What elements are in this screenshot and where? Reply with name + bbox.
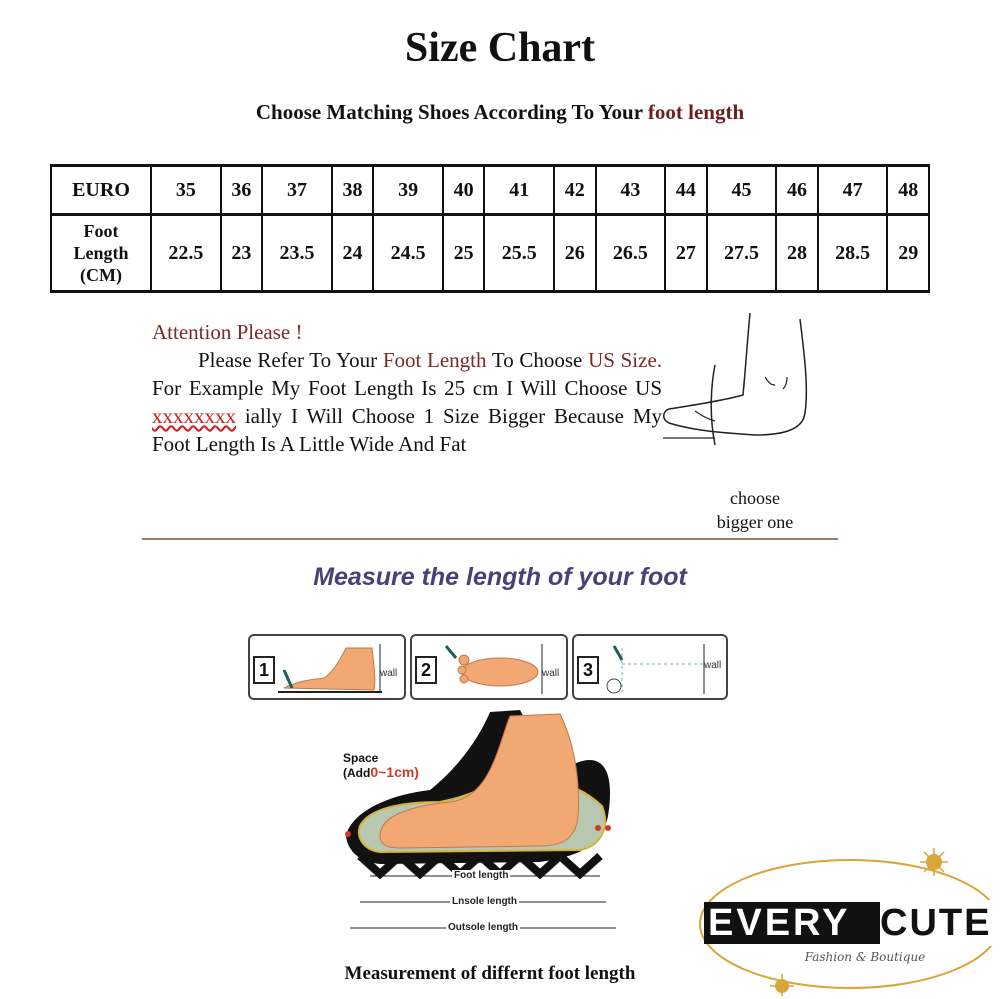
- foot-length: 23.5: [262, 215, 332, 292]
- page-title: Size Chart: [404, 25, 596, 71]
- step-number: 2: [415, 656, 437, 684]
- foot-length: 24: [332, 215, 373, 292]
- measure-step-3: [572, 634, 728, 700]
- space-label-text: Space: [343, 751, 379, 765]
- euro-size: 39: [373, 166, 443, 215]
- attention-heading: Attention Please !: [152, 320, 303, 344]
- subtitle: [0, 100, 1000, 125]
- foot-sketch-icon: [655, 305, 815, 455]
- size-table: [50, 164, 930, 293]
- euro-size: 41: [484, 166, 554, 215]
- foot-top-icon: [438, 642, 558, 696]
- note-text: ially I Will Choose 1 Size Bigger Because My Foot Length Is A Little Wide And Fat: [152, 404, 662, 456]
- euro-size: 37: [262, 166, 332, 215]
- foot-length: 25.5: [484, 215, 554, 292]
- foot-length-label: [51, 215, 151, 292]
- foot-side-icon: [276, 642, 396, 696]
- foot-length-dimension: Foot length: [454, 870, 509, 881]
- foot-length: 27.5: [707, 215, 777, 292]
- choose-line: choose: [730, 488, 780, 508]
- measure-step-2: [410, 634, 568, 700]
- space-range: 0~1cm): [370, 764, 419, 780]
- insole-length-dimension: Lnsole length: [452, 896, 517, 907]
- foot-length-label-line: (CM): [80, 265, 122, 285]
- euro-size: 35: [151, 166, 221, 215]
- wall-label: wall: [704, 660, 722, 671]
- euro-size: 46: [776, 166, 817, 215]
- note-text: For Example My Foot Length Is 25 cm I Will Choose US: [152, 376, 662, 400]
- euro-size: 48: [887, 166, 929, 215]
- measurement-caption: Measurement of differnt foot length: [344, 963, 636, 984]
- euro-size: 45: [707, 166, 777, 215]
- euro-size: 42: [554, 166, 595, 215]
- foot-length: 29: [887, 215, 929, 292]
- euro-label: EURO: [51, 166, 151, 215]
- wall-label: wall: [380, 668, 398, 679]
- euro-size: 38: [332, 166, 373, 215]
- euro-size: 47: [818, 166, 888, 215]
- foot-length: 26: [554, 215, 595, 292]
- measure-mark-icon: [600, 642, 720, 696]
- wall-label: wall: [542, 668, 560, 679]
- foot-length: 23: [221, 215, 262, 292]
- space-add: (Add: [343, 766, 371, 780]
- note-highlight: US Size.: [588, 348, 663, 372]
- subtitle-text: Choose Matching Shoes According To Your: [255, 100, 648, 124]
- space-label: [343, 751, 419, 780]
- step-number: 3: [577, 656, 599, 684]
- step-number: 1: [253, 656, 275, 684]
- foot-length-label-line: Length: [73, 243, 129, 263]
- euro-size: 40: [443, 166, 484, 215]
- euro-size: 36: [221, 166, 262, 215]
- note-redacted: xxxxxxxx: [152, 404, 236, 428]
- foot-length: 25: [443, 215, 484, 292]
- logo-word-every: EVERY: [708, 902, 851, 944]
- foot-length-label-line: Foot: [83, 221, 119, 241]
- size-note: [152, 346, 662, 458]
- logo-tagline: Fashion & Boutique: [804, 950, 926, 964]
- euro-row: [51, 166, 929, 215]
- choose-bigger-caption: [700, 486, 810, 534]
- note-highlight: Foot Length: [382, 348, 487, 372]
- note-text: To Choose: [486, 348, 589, 372]
- foot-in-shoe-icon: [340, 706, 640, 946]
- euro-size: 43: [596, 166, 666, 215]
- divider: [142, 538, 838, 540]
- foot-length: 22.5: [151, 215, 221, 292]
- foot-length: 24.5: [373, 215, 443, 292]
- foot-length-row: [51, 215, 929, 292]
- note-text: Please Refer To Your: [198, 348, 383, 372]
- euro-size: 44: [665, 166, 706, 215]
- foot-length: 27: [665, 215, 706, 292]
- outsole-length-dimension: Outsole length: [448, 922, 518, 933]
- foot-length: 28: [776, 215, 817, 292]
- measure-title: Measure the length of your foot: [313, 563, 687, 591]
- measure-step-1: [248, 634, 406, 700]
- choose-line: bigger one: [716, 512, 794, 532]
- foot-length: 28.5: [818, 215, 888, 292]
- subtitle-highlight: foot length: [647, 100, 745, 124]
- logo-word-cute: CUTE: [880, 900, 1000, 946]
- foot-length: 26.5: [596, 215, 666, 292]
